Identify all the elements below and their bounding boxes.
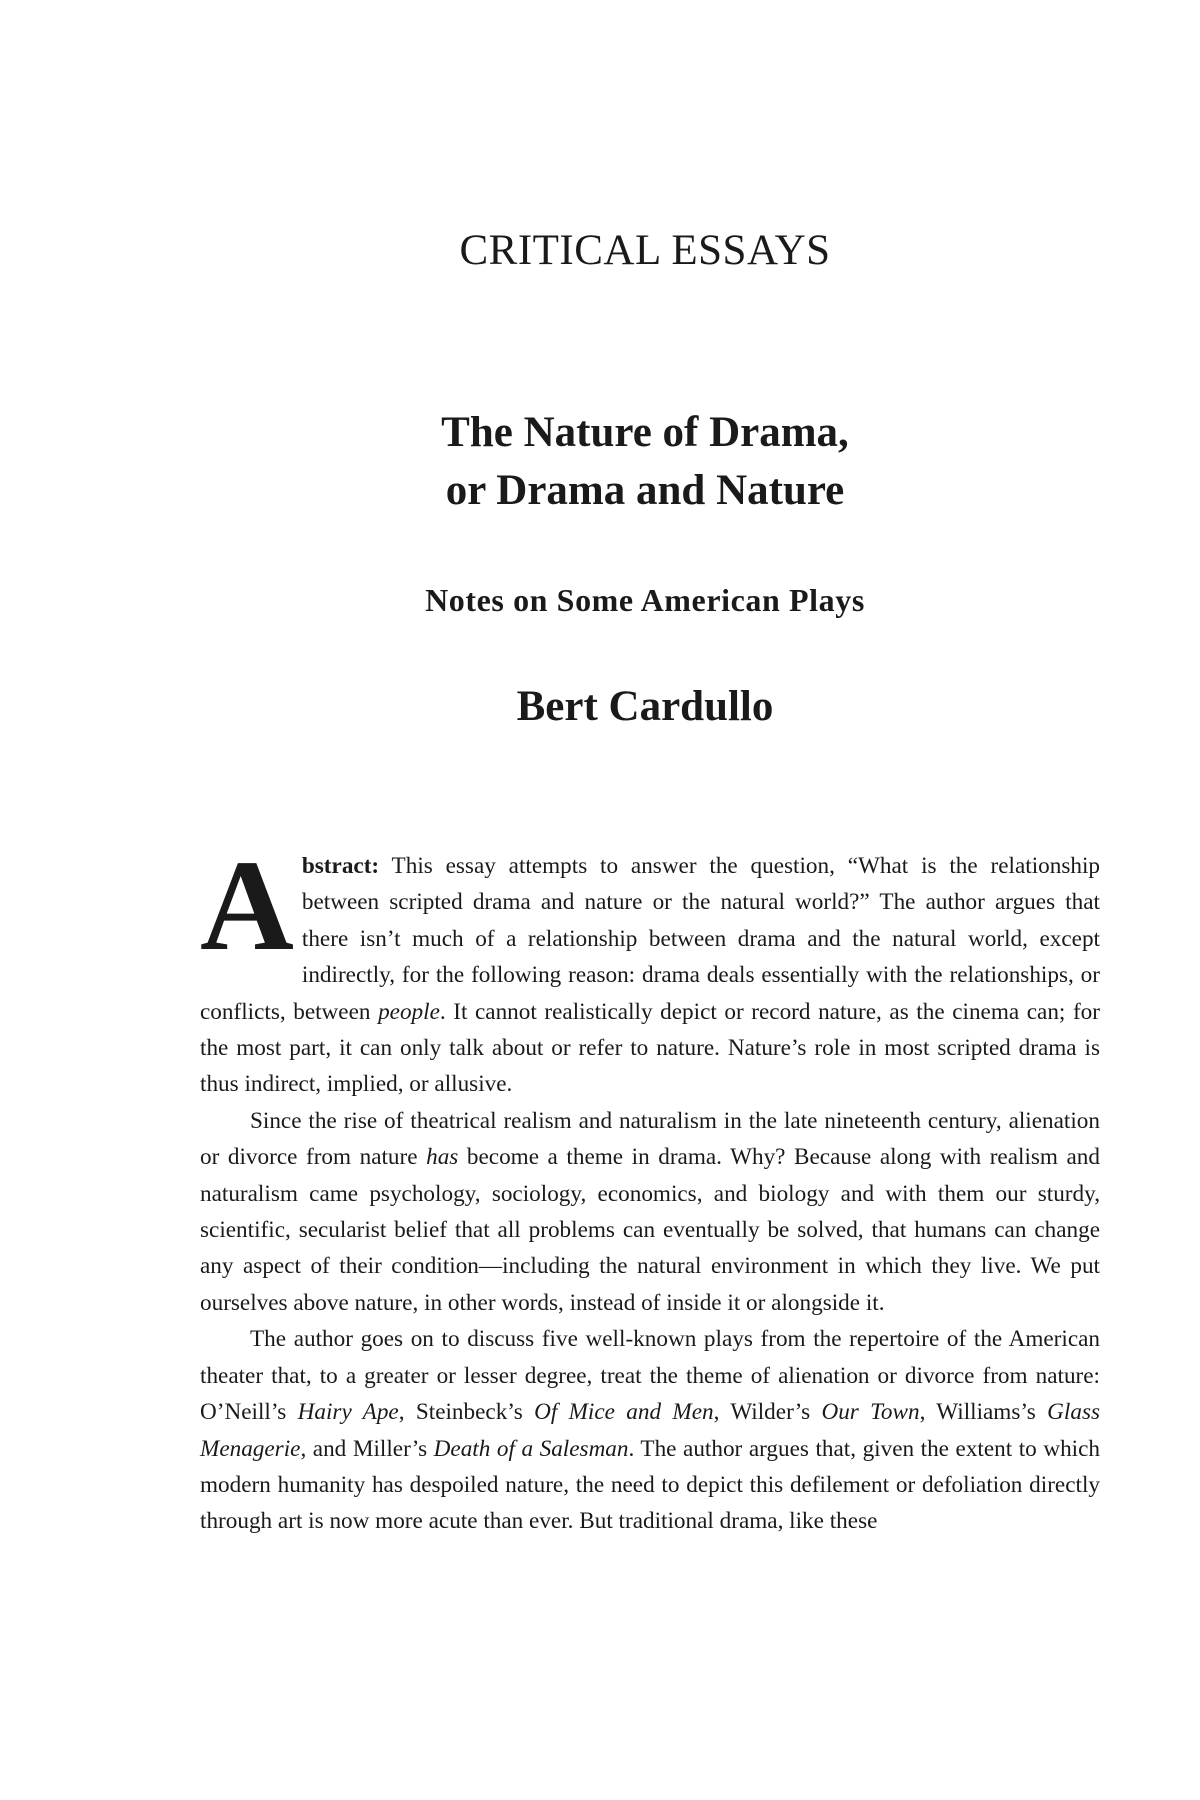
body-paragraph-3 <box>200 1321 1100 1539</box>
abstract-paragraph <box>200 834 1100 1103</box>
play-title-hairy-ape: Hairy Ape <box>297 1399 399 1426</box>
article-body <box>200 834 1101 1540</box>
drop-cap: A <box>200 834 294 978</box>
p3-text-6: . The author argues that, given the extent to which modern humanity has despoiled nature, the need to depict this defilement or defoliation directly through art is now more acute than ever. But traditional drama, like these <box>200 1435 1100 1535</box>
abstract-text-2: . It cannot realistically depict or record nature, as the cinema can; for the most part, it can only talk about or refer to nature. Nature’s role in most scripted drama is thus indirect, implied, or allusive. <box>200 998 1100 1098</box>
p3-text-1: The author goes on to discuss five well-known plays from the repertoire of the American theater that, to a greater or lesser degree, treat the theme of alienation or divorce from nature: O’Neill’s <box>200 1326 1100 1426</box>
p3-text-2: , Steinbeck’s <box>398 1399 535 1426</box>
p3-text-3: , Wilder’s <box>713 1399 822 1426</box>
body-paragraph-2 <box>200 1103 1100 1321</box>
p3-text-5: , and Miller’s <box>300 1435 434 1462</box>
article-subtitle: Notes on Some American Plays <box>425 582 865 618</box>
p2-text-1: Since the rise of theatrical realism and naturalism in the late nineteenth century, alienation or divorce from nature <box>200 1107 1100 1171</box>
play-title-our-town: Our Town <box>821 1399 920 1426</box>
article-title-line-2: or Drama and Nature <box>445 467 845 514</box>
p3-text-4: , Williams’s <box>919 1399 1048 1426</box>
p2-emphasis: has <box>426 1144 459 1171</box>
play-title-death-of-a-salesman: Death of a Salesman <box>433 1435 629 1462</box>
play-title-of-mice-and-men: Of Mice and Men <box>534 1399 714 1426</box>
abstract-text-1: This essay attempts to answer the question, “What is the relationship between scripted drama and nature or the natural world?” The author argues that there isn’t much of a relationship between drama and the natural world, except indirectly, for the following reason: drama deals essentially with the relationships, or conflicts, between <box>200 853 1100 1025</box>
article-title-line-1: The Nature of Drama, <box>441 409 849 456</box>
play-title-glass-menagerie: Glass Menagerie <box>200 1399 1101 1462</box>
abstract-emphasis: people <box>378 998 440 1025</box>
author-name: Bert Cardullo <box>516 683 774 730</box>
section-heading: CRITICAL ESSAYS <box>459 227 831 274</box>
p2-text-2: become a theme in drama. Why? Because along with realism and naturalism came psychology, sociology, economics, and biology and with them our sturdy, scientific, secularist belief that all problems can eventually be solved, that humans can change any aspect of their condition—including the natural environment in which they live. We put ourselves above nature, in other words, instead of inside it or alongside it. <box>200 1144 1100 1316</box>
abstract-lead: bstract: <box>301 853 380 879</box>
